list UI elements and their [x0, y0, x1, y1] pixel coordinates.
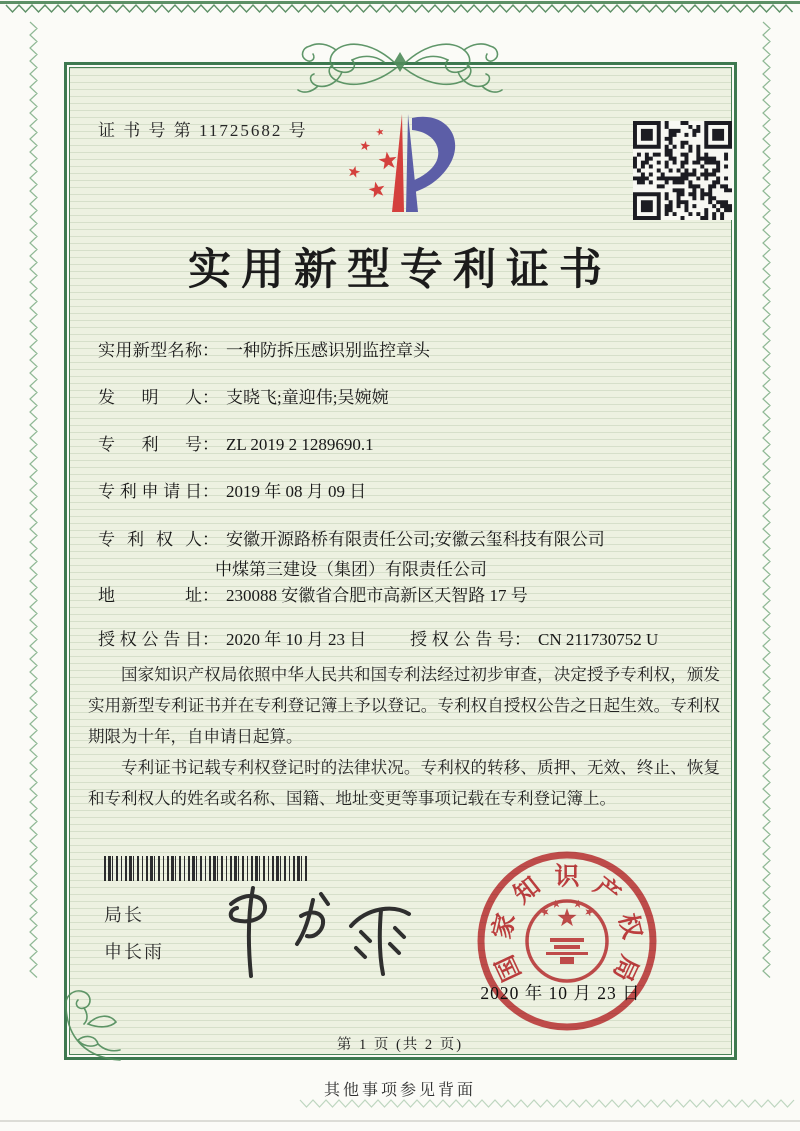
field-patent-no-row	[98, 430, 374, 455]
director-title-label: 局长	[104, 905, 144, 925]
colon: ：	[514, 630, 531, 649]
field-grant-no-label: 授权公告号	[410, 630, 514, 649]
svg-text:识: 识	[554, 863, 580, 891]
svg-text:权: 权	[613, 910, 646, 942]
field-inventor-label: 发明人	[98, 388, 202, 407]
colon: ：	[202, 435, 219, 454]
colon: ：	[202, 388, 219, 407]
field-address-value: 230088 安徽省合肥市高新区天智路 17 号	[226, 586, 528, 605]
svg-text:产: 产	[588, 872, 625, 910]
legal-paragraph-1: 国家知识产权局依照中华人民共和国专利法经过初步审查，决定授予专利权，颁发实用新型专利证书并在专利登记簿上予以登记。专利权自授权公告之日起生效。专利权期限为十年，自申请日起算。	[88, 665, 720, 746]
svg-text:家: 家	[488, 910, 521, 942]
field-grant-no-row	[410, 625, 658, 650]
colon: ：	[202, 341, 219, 360]
dragon-ornament-icon	[278, 34, 522, 98]
field-filing-date-value: 2019 年 08 月 09 日	[226, 482, 367, 501]
field-name-row	[98, 336, 430, 361]
field-grant-date-value: 2020 年 10 月 23 日	[226, 630, 367, 649]
svg-text:局: 局	[607, 950, 643, 986]
legal-text-block	[88, 659, 720, 814]
svg-text:知: 知	[509, 872, 546, 910]
field-patentee-value-line2: 中煤第三建设（集团）有限责任公司	[215, 560, 487, 579]
field-patentee-value-line1: 安徽开源路桥有限责任公司;安徽云玺科技有限公司	[226, 530, 605, 549]
director-signature	[193, 874, 428, 986]
colon: ：	[202, 530, 219, 549]
seal-ring-text	[488, 863, 647, 986]
field-patentee-label: 专利权人	[98, 530, 202, 549]
official-seal	[472, 846, 662, 1036]
field-name-value: 一种防拆压感识别监控章头	[226, 341, 430, 360]
field-patent-no-label: 专利号	[98, 435, 202, 454]
national-emblem-icon	[527, 899, 607, 981]
certificate-title: 实用新型专利证书	[188, 247, 612, 294]
field-inventor-row	[98, 383, 388, 408]
field-address-label: 地址	[98, 586, 202, 605]
field-patentee-row	[98, 525, 605, 550]
field-name-label: 实用新型名称	[98, 341, 202, 360]
field-grant-date-row	[98, 625, 366, 650]
field-filing-date-label: 专利申请日	[98, 482, 202, 501]
colon: ：	[202, 586, 219, 605]
field-grant-no-value: CN 211730752 U	[538, 630, 659, 649]
field-patent-no-value: ZL 2019 2 1289690.1	[226, 435, 374, 454]
field-inventor-value: 支晓飞;童迎伟;吴婉婉	[226, 388, 389, 407]
back-note: 其他事项参见背面	[323, 1082, 476, 1099]
svg-text:国: 国	[491, 950, 527, 986]
field-grant-date-label: 授权公告日	[98, 630, 202, 649]
certificate-number: 证 书 号 第 11725682 号	[98, 121, 308, 140]
field-address-row	[98, 581, 528, 606]
scan-edge-line	[0, 1120, 800, 1122]
field-filing-date-row	[98, 477, 366, 502]
colon: ：	[202, 630, 219, 649]
director-name-label: 申长雨	[104, 942, 164, 962]
seal-date: 2020 年 10 月 23 日	[480, 983, 641, 1003]
field-patentee-row-line2	[215, 555, 487, 580]
legal-paragraph-2: 专利证书记载专利权登记时的法律状况。专利权的转移、质押、无效、终止、恢复和专利权人的姓名或名称、国籍、地址变更等事项记载在专利登记簿上。	[88, 758, 720, 808]
colon: ：	[202, 482, 219, 501]
cnipa-logo-icon	[336, 108, 468, 224]
page-number: 第 1 页 (共 2 页)	[336, 1037, 464, 1053]
qr-code	[633, 121, 732, 220]
